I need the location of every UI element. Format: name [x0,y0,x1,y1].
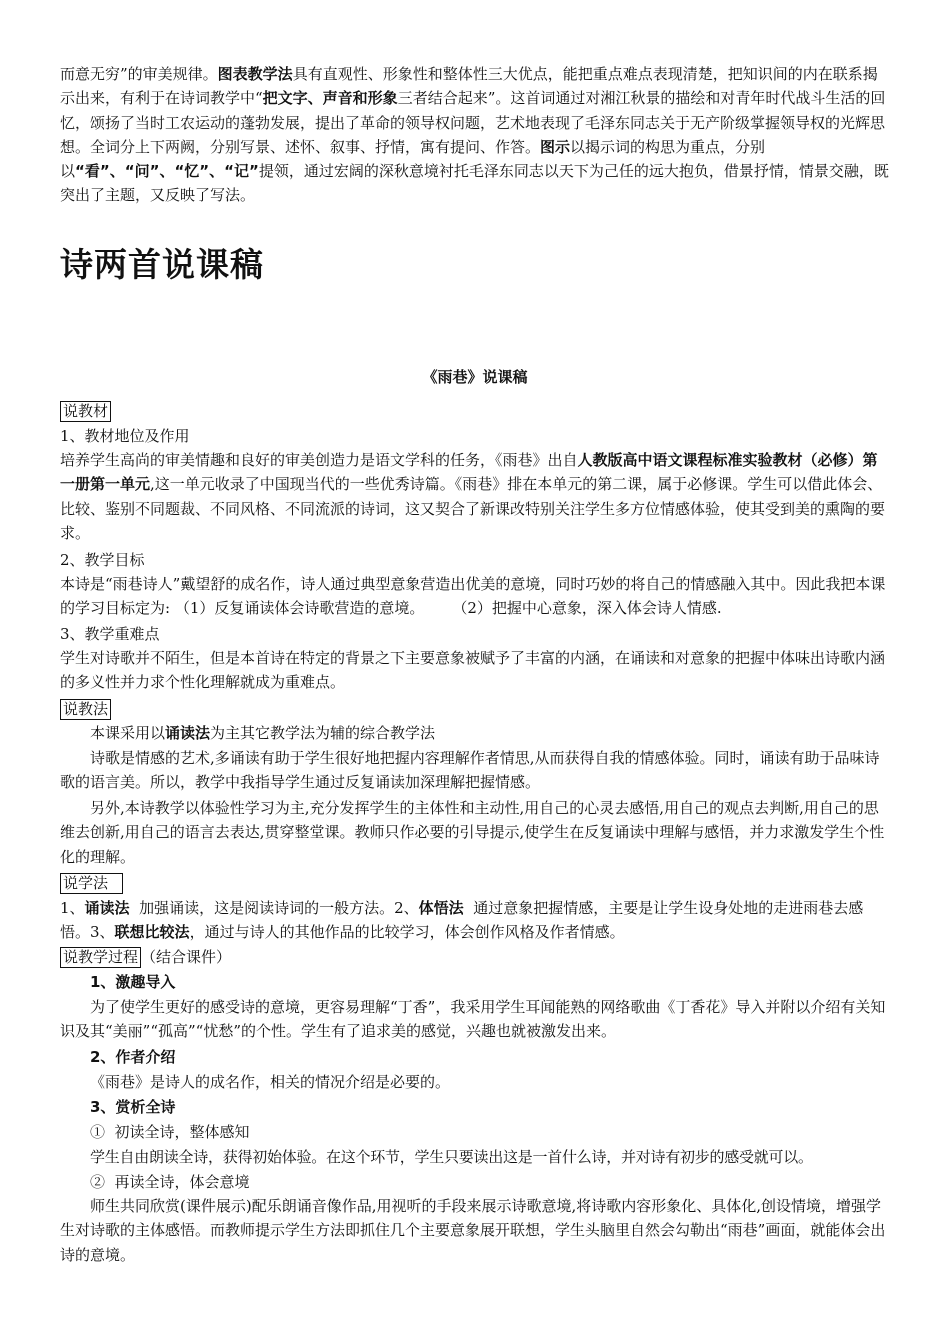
top-paragraph [60,62,892,208]
paragraph: 学生对诗歌并不陌生，但是本首诗在特定的背景之下主要意象被赋予了丰富的内涵，在诵读和对意象的把握中体味出诗歌内涵的多义性并力求个性化理解就成为重难点。 [60,649,886,692]
bold-run: “看”、“问”、“忆”、“记” [75,162,259,181]
paragraph: 另外,本诗教学以体验性学习为主,充分发挥学生的主体性和主动性,用自己的心灵去感悟,用自己的观点去判断,用自己的思维去创新,用自己的语言去表达,贯穿整堂课。教师只作必要的引导提示,使学生在反复诵读中理解与感悟，并力求激发学生个性化的理解。 [60,799,885,866]
bold-run: 图表教学法 [217,65,293,83]
bold-run: 诵读法 [165,724,211,742]
paragraph: 《雨巷》是诗人的成名作，相关的情况介绍是必要的。 [90,1073,451,1091]
text-run: 具有直观性、形象性和整体性三大优点，能把重点难点表现清楚，把知识间的内在联系揭示出来，有利于在诗词教学中“ [60,65,878,108]
heading-note: （结合课件） [141,948,232,966]
step-title: 1、激趣导入 [90,973,176,991]
section-heading [60,871,892,895]
sub-step-title: ① 初读全诗，整体感知 [90,1123,250,1141]
section-heading [60,697,892,721]
text-run: 本课采用以 [90,724,166,742]
paragraph: 诗歌是情感的艺术,多诵读有助于学生很好地把握内容理解作者情思,从而获得自我的情感体验。同时，诵读有助于品味诗歌的语言美。所以，教学中我指导学生通过反复诵读加深理解把握情感。 [60,749,880,792]
bold-run: 人教版高中语文课程标准实验教材（必修）第一册第一单元 [60,451,878,494]
text-run: ，通过与诗人的其他作品的比较学习，体会创作风格及作者情感。 [189,923,625,942]
goal-2: （2）把握中心意象，深入体会诗人情感. [452,599,722,618]
text-run: 三者结合起来”。这首词通过对湘江秋景的描绘和对青年时代战斗生活的回忆，颂扬了当时工农运动的蓬勃发展，提出了革命的领导权问题，艺术地表现了毛泽东同志关于无产阶级掌握领导权的光辉思想。全词分上下两阙，分别写景、述怀、叙事、抒情，寓有提问、作答。 [60,89,886,156]
text-run: 而意无穷”的审美规律。 [60,65,218,83]
text-run: 以揭示词的构思为重点，分别以 [60,137,766,181]
section-heading [60,945,892,969]
text-run: 培养学生高尚的审美情趣和良好的审美创造力是语文学科的任务，《雨巷》出自 [60,451,578,469]
section-heading [60,399,892,423]
bold-run: 图示 [540,137,571,156]
item-title: 3、教学重难点 [60,625,160,643]
subtitle: 《雨巷》说课稿 [422,368,528,386]
bold-run: 把文字、声音和形象 [262,89,398,108]
paragraph [60,896,892,945]
item-title: 1、教材地位及作用 [60,427,190,445]
text-run: 通过意象把握情感，主要是让学生设身处地的走进雨巷去感悟。3、 [60,899,864,942]
paragraph [60,572,892,621]
step-title: 3、赏析全诗 [90,1098,176,1116]
bold-run: 联想比较法 [114,923,190,942]
step-title: 2、作者介绍 [90,1048,176,1066]
paragraph: 学生自由朗读全诗，获得初始体验。在这个环节，学生只要读出这是一首什么诗，并对诗有初步的感受就可以。 [90,1148,813,1166]
text-run: 1、 [60,899,85,917]
page-title: 诗两首说课稿 [60,245,264,284]
text-run: 提领，通过宏阔的深秋意境衬托毛泽东同志以天下为己任的远大抱负，借景抒情，情景交融，既突出了主题，又反映了写法。 [60,162,889,205]
bold-run: 体悟法 [418,899,464,917]
paragraph [60,448,892,545]
item-title: 2、教学目标 [60,551,145,569]
heading-box: 说教法 [60,699,111,720]
text-run: 加强诵读，这是阅读诗词的一般方法。2、 [129,899,419,917]
paragraph: 师生共同欣赏(课件展示)配乐朗诵音像作品,用视听的手段来展示诗歌意境,将诗歌内容形象化、具体化,创设情境，增强学生对诗歌的主体感悟。而教师提示学生方法即抓住几个主要意象展开联想，学生头脑里自然会勾勒出“雨巷”画面，就能体会出诗的意境。 [60,1197,886,1264]
sub-step-title: ② 再读全诗，体会意境 [90,1173,250,1191]
paragraph: 为了使学生更好的感受诗的意境，更容易理解“丁香”，我采用学生耳闻能熟的网络歌曲《丁香花》导入并附以介绍有关知识及其“美丽”“孤高”“忧愁”的个性。学生有了追求美的感觉，兴趣也就被激发出来。 [60,998,886,1041]
goal-1: （1）反复诵读体会诗歌营造的意境。 [174,599,425,618]
text-run: 为主其它教学法为辅的综合教学法 [210,724,436,742]
text-run: ,这一单元收录了中国现当代的一些优秀诗篇。《雨巷》排在本单元的第二课，属于必修课。学生可以借此体会、比较、鉴别不同题裁、不同风格、不同流派的诗词，这又契合了新课改特别关注学生多方位情感体验，使其受到美的熏陶的要求。 [60,475,886,542]
heading-box: 说教材 [60,401,111,422]
paragraph [90,721,892,745]
text-run: 本诗是“雨巷诗人”戴望舒的成名作，诗人通过典型意象营造出优美的意境，同时巧妙的将自己的情感融入其中。因此我把本课的学习目标定为: [60,575,886,618]
bold-run: 诵读法 [84,899,130,917]
heading-box: 说教学过程 [60,947,141,968]
heading-box: 说学法 [60,873,123,894]
